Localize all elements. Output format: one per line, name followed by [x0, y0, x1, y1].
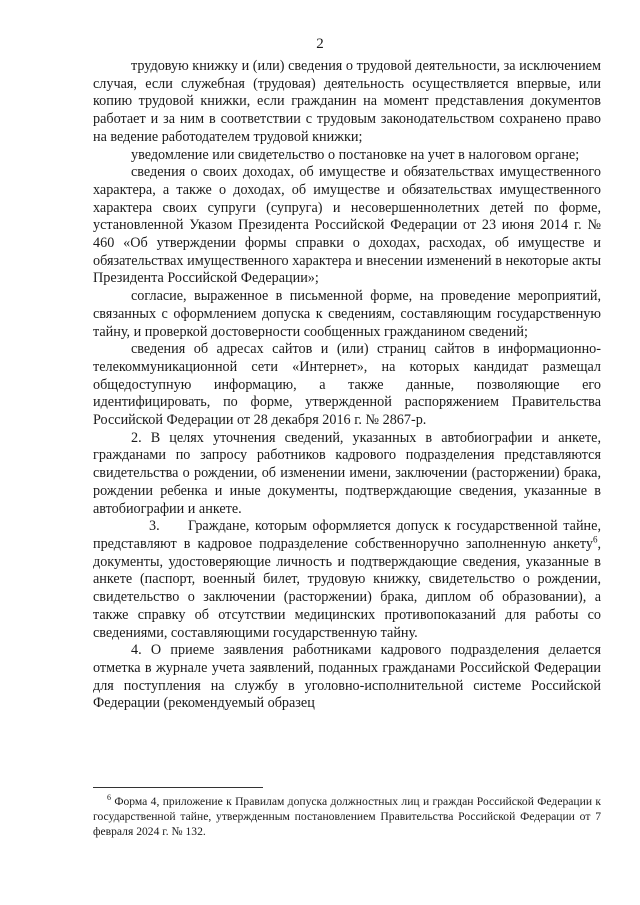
paragraph-item-2: 2. В целях уточнения сведений, указанных в автобиографии и анкете, гражданами по запросу работников кадрового подразделения представляются свидетельства о рождении, об изменении имени, заключении (расторжении) брака, рождении ребенка и иные документы, подтверждающие сведения, указанные в автобиографии и анкете.	[93, 429, 601, 517]
paragraph-item-4: 4. О приеме заявления работниками кадрового подразделения делается отметка в журнале учета заявлений, поданных гражданами Российской Федерации для поступления на службу в уголовно-исполнительной системе Российской Федерации (рекомендуемый образец	[93, 642, 601, 712]
document-body	[93, 58, 601, 713]
page-number: 2	[316, 36, 324, 52]
paragraph-website-info: сведения об адресах сайтов и (или) страниц сайтов в информационно-телекоммуникационной сети «Интернет», на которых кандидат размещал общедоступную информацию, а также данные, позволяющие его идентифицировать, по форме, утвержденной распоряжением Правительства Российской Федерации от 28 декабря 2016 г. № 2867-р.	[93, 341, 601, 429]
footnote-text: Форма 4, приложение к Правилам допуска должностных лиц и граждан Российской Федерации к государственной тайне, утвержденным постановлением Правительства Российской Федерации от 7 февраля 2024 г. № 132.	[93, 795, 601, 838]
item-3-text: 3. Граждане, которым оформляется допуск к государственной тайне, представляют в кадровое подразделение собственноручно заполненную анкету	[93, 518, 601, 552]
paragraph-work-record: трудовую книжку и (или) сведения о трудовой деятельности, за исключением случая, если служебная (трудовая) деятельность осуществляется впервые, или копию трудовой книжки, если гражданин на момент представления документов работает и за ним в соответствии с трудовым законодательством сохранено право на ведение работодателем трудовой книжки;	[93, 58, 601, 145]
paragraph-income-info: сведения о своих доходах, об имуществе и обязательствах имущественного характера, а также о доходах, об имуществе и обязательствах имущественного характера своих супруги (супруга) и несовершеннолетних детей по форме, установленной Указом Президента Российской Федерации от 23 июня 2014 г. № 460 «Об утверждении формы справки о доходах, расходах, об имуществе и обязательствах имущественного характера и внесении изменений в некоторые акты Президента Российской Федерации»;	[93, 164, 601, 287]
paragraph-consent: согласие, выраженное в письменной форме, на проведение мероприятий, связанных с оформлением допуска к сведениям, составляющим государственную тайну, и проверкой достоверности сообщенных гражданином сведений;	[93, 288, 601, 340]
footnote	[93, 794, 601, 839]
footnote-marker: 6	[107, 793, 111, 803]
footnote-reference: 6	[592, 534, 598, 545]
item-3-text-cont: , документы, удостоверяющие личность и подтверждающие сведения, указанные в анкете (паспорт, военный билет, трудовую книжку, свидетельство о рождении, свидетельство о заключении (расторжении) брака, диплом об образовании), а также справку об отсутствии медицинских противопоказаний для работы со сведениями, составляющими государственную тайну.	[93, 535, 601, 641]
footnote-divider	[93, 787, 263, 788]
paragraph-item-3	[93, 518, 601, 642]
paragraph-tax-registration: уведомление или свидетельство о постановке на учет в налоговом органе;	[131, 146, 580, 163]
